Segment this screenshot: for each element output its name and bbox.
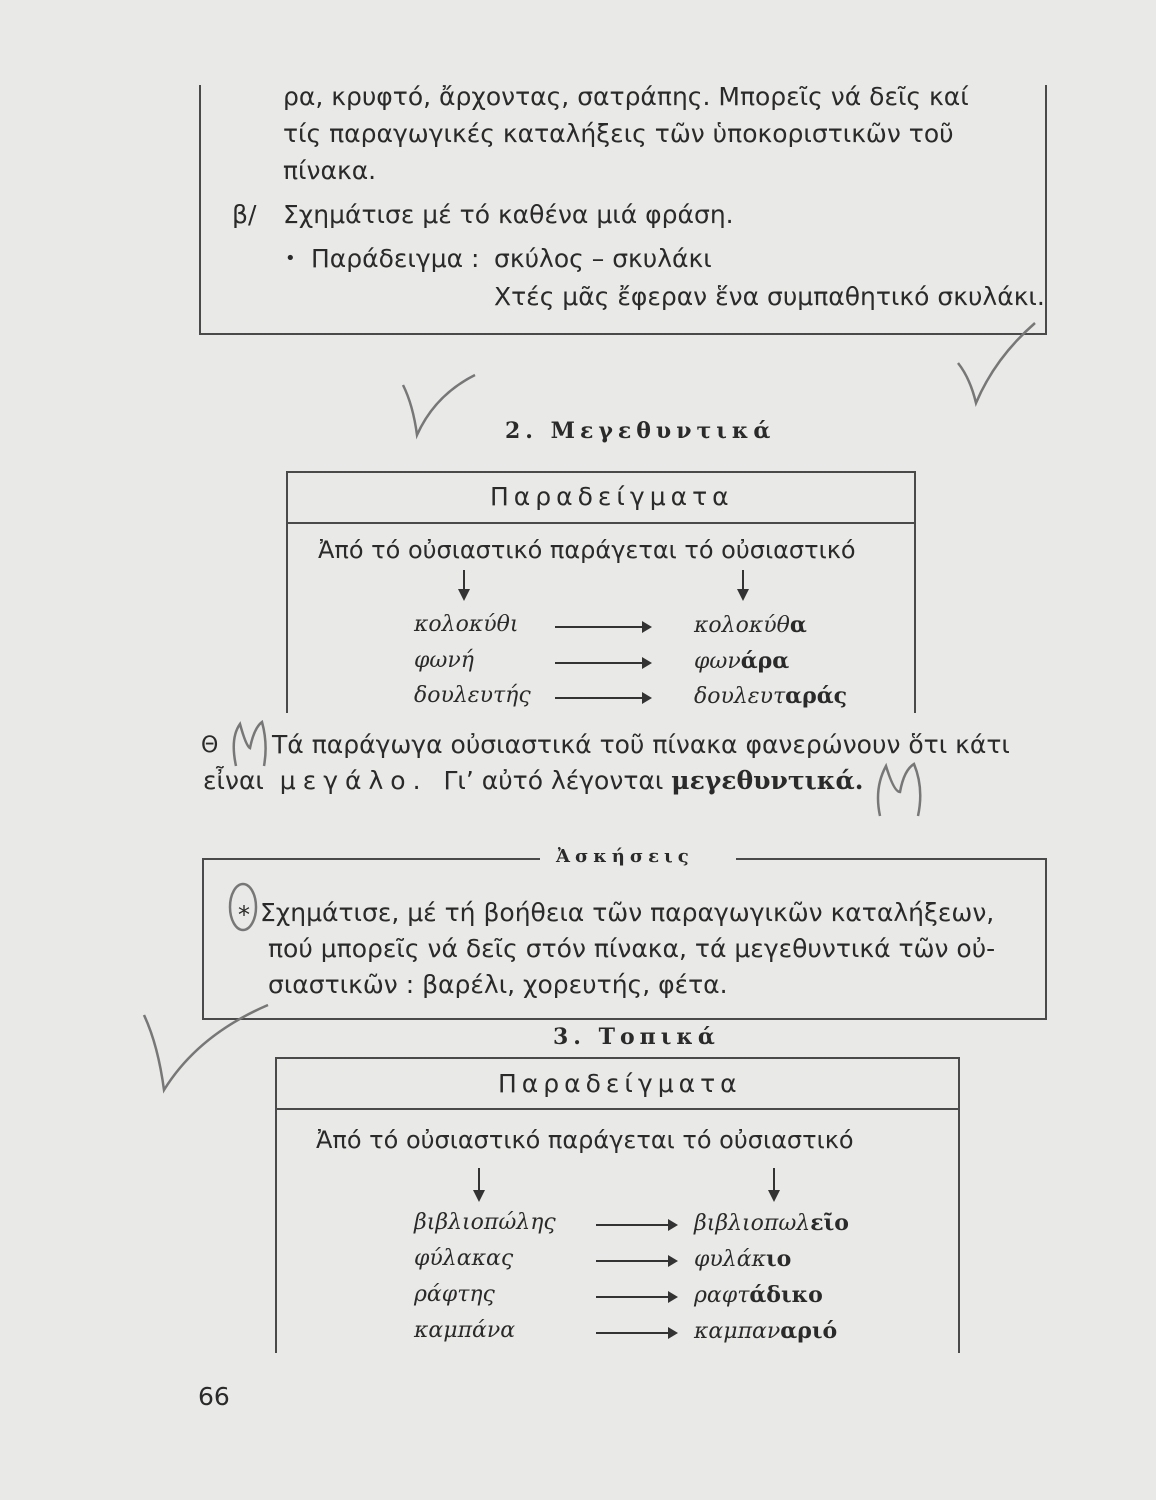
exercises-right-border [1045, 858, 1047, 1020]
note-line-2: εἶναι μεγάλο. Γι’ αὐτό λέγονται μεγεθυντικά. [203, 766, 864, 795]
note-line-1: Τά παράγωγα οὐσιαστικά τοῦ πίνακα φανερώνουν ὅτι κάτι [272, 730, 1010, 759]
exercise-line-1: Σχημάτισε, μέ τή βοήθεια τῶν παραγωγικῶν καταλήξεων, [260, 898, 995, 927]
down-arrow-icon [773, 1168, 775, 1198]
bullet: • [285, 248, 296, 269]
example-label: Παράδειγμα : [311, 244, 480, 273]
section-2-table-header-rule [286, 522, 916, 524]
section-2-row-from: κολοκύθι [414, 612, 519, 637]
exercises-top-rule-left [202, 858, 540, 860]
section-3-row-to: ραφτάδικο [694, 1282, 823, 1308]
exercise-line-3: σιαστικῶν : βαρέλι, χορευτής, φέτα. [268, 970, 728, 999]
down-arrow-icon [463, 570, 465, 597]
page-number: 66 [198, 1382, 230, 1411]
section-3-row-from: καμπάνα [414, 1318, 516, 1343]
exercise-star: * [238, 901, 250, 929]
exercise-b-text: Σχημάτισε μέ τό καθένα μιά φράση. [283, 200, 734, 229]
exercises-top-rule-right [736, 858, 1047, 860]
example-words: σκύλος – σκυλάκι [494, 244, 712, 273]
section-2-row-to: φωνάρα [694, 648, 790, 674]
top-box-line-1: ρα, κρυφτό, ἄρχοντας, σατράπης. Μπορεῖς νά δεῖς καί [283, 82, 969, 111]
pencil-checkmark-icon [138, 985, 278, 1095]
right-arrow-icon [596, 1332, 676, 1334]
down-arrow-icon [742, 570, 744, 597]
section-2-row-to: κολοκύθα [694, 612, 807, 638]
exercises-label: Ἀσκήσεις [556, 846, 694, 867]
right-arrow-icon [596, 1260, 676, 1262]
section-3-table-title: Παραδείγματα [498, 1069, 742, 1098]
section-2-heading: 2. Μεγεθυντικά [505, 418, 776, 444]
section-3-row-from: ράφτης [414, 1282, 495, 1307]
section-3-table [275, 1057, 960, 1353]
right-arrow-icon [555, 697, 650, 699]
section-3-table-header-rule [275, 1108, 960, 1110]
section-3-row-to: βιβλιοπωλεῖο [694, 1210, 849, 1236]
section-3-row-to: φυλάκιο [694, 1246, 792, 1272]
top-box-left-border [199, 85, 201, 335]
right-arrow-icon [596, 1224, 676, 1226]
exercise-line-2: πού μπορεῖς νά δεῖς στόν πίνακα, τά μεγεθυντικά τῶν οὐ- [268, 934, 996, 963]
pencil-m-mark-icon [868, 758, 928, 820]
right-arrow-icon [555, 626, 650, 628]
section-2-table-subtitle: Ἀπό τό οὐσιαστικό παράγεται τό οὐσιαστικό [318, 536, 856, 564]
exercises-bottom-border [202, 1018, 1047, 1020]
section-2-row-from: δουλευτής [414, 683, 531, 708]
right-arrow-icon [555, 662, 650, 664]
pencil-checkmark-icon [395, 365, 485, 445]
section-3-table-subtitle: Ἀπό τό οὐσιαστικό παράγεται τό οὐσιαστικό [316, 1126, 854, 1154]
section-3-row-from: βιβλιοπώλης [414, 1210, 556, 1235]
section-2-row-from: φωνή [414, 648, 474, 673]
top-box-line-2: τίς παραγωγικές καταλήξεις τῶν ὑποκοριστικῶν τοῦ [283, 119, 954, 148]
section-3-row-to: καμπαναριό [694, 1318, 838, 1344]
section-2-row-to: δουλευταράς [694, 683, 848, 709]
pencil-m-mark-icon [226, 718, 270, 770]
right-arrow-icon [596, 1296, 676, 1298]
top-box-line-3: πίνακα. [283, 156, 377, 185]
example-sentence: Χτές μᾶς ἔφεραν ἕνα συμπαθητικό σκυλάκι. [494, 282, 1045, 311]
section-3-heading: 3. Τοπικά [553, 1024, 720, 1050]
top-box-bottom-border [199, 333, 1047, 335]
section-3-row-from: φύλακας [414, 1246, 514, 1271]
top-box-right-border [1045, 85, 1047, 335]
section-2-table-title: Παραδείγματα [490, 482, 734, 511]
note-symbol: Θ [201, 733, 219, 758]
pencil-checkmark-icon [950, 318, 1040, 408]
down-arrow-icon [478, 1168, 480, 1198]
exercise-b-marker: β/ [232, 200, 257, 229]
